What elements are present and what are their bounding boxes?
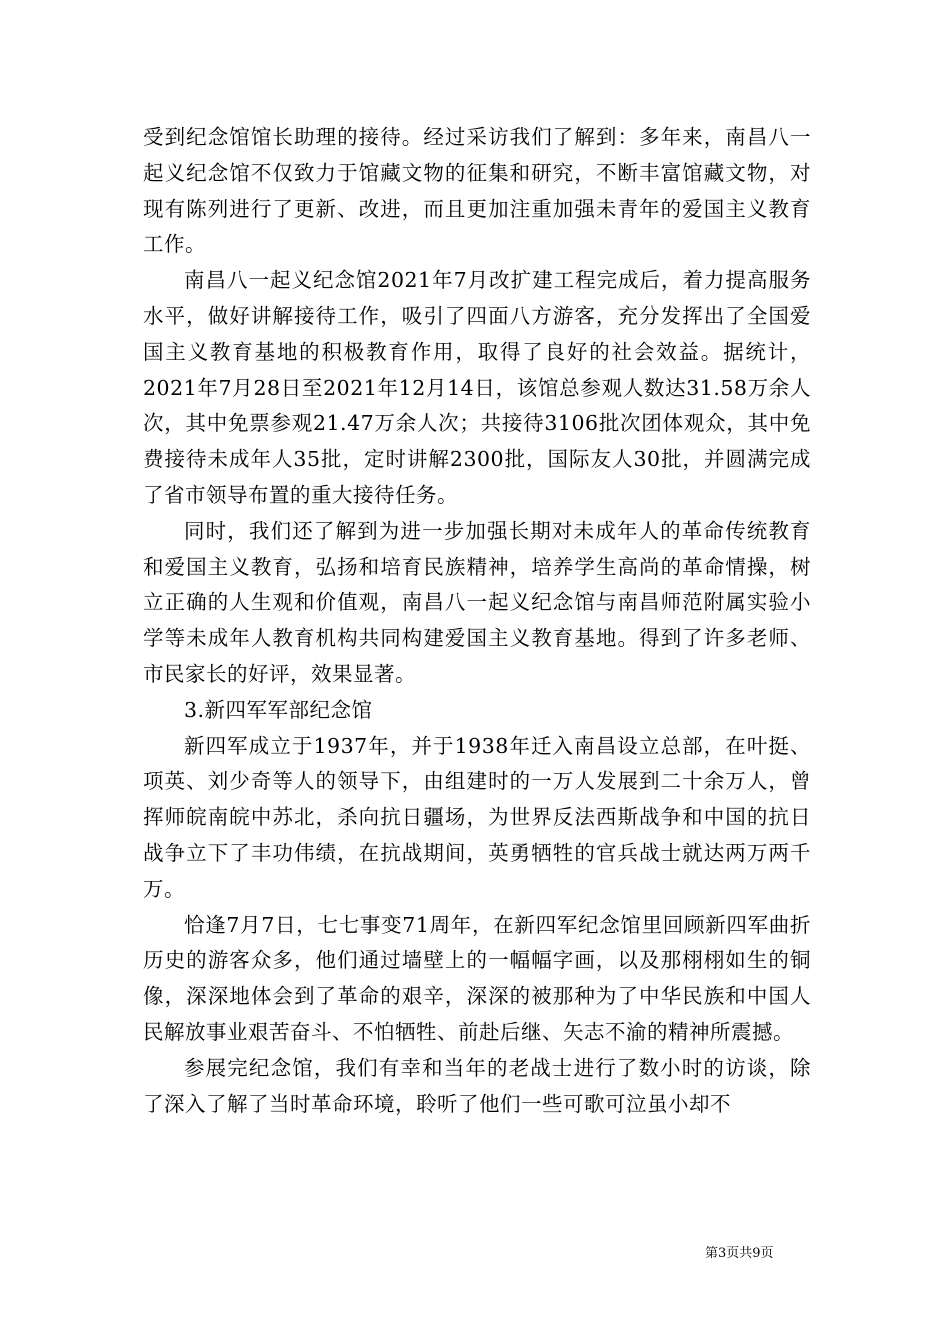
document-body	[143, 120, 811, 1122]
paragraph-4: 新四军成立于1937年，并于1938年迁入南昌设立总部，在叶挺、项英、刘少奇等人的领导下，由组建时的一万人发展到二十余万人，曾挥师皖南皖中苏北，杀向抗日疆场，为世界反法西斯战争和中国的抗日战争立下了丰功伟绩，在抗战期间，英勇牺牲的官兵战士就达两万两千万。	[143, 733, 811, 901]
paragraph-6: 参展完纪念馆，我们有幸和当年的老战士进行了数小时的访谈，除了深入了解了当时革命环境，聆听了他们一些可歌可泣虽小却不	[143, 1055, 811, 1116]
paragraph-5: 恰逢7月7日，七七事变71周年，在新四军纪念馆里回顾新四军曲折历史的游客众多，他们通过墙壁上的一幅幅字画，以及那栩栩如生的铜像，深深地体会到了革命的艰辛，深深的被那种为了中华民族和中国人民解放事业艰苦奋斗、不怕牺牲、前赴后继、矢志不渝的精神所震撼。	[143, 912, 811, 1044]
paragraph-2: 南昌八一起义纪念馆2021年7月改扩建工程完成后，着力提高服务水平，做好讲解接待工作，吸引了四面八方游客，充分发挥出了全国爱国主义教育基地的积极教育作用，取得了良好的社会效益。据统计，2021年7月28日至2021年12月14日，该馆总参观人数达31.58万余人次，其中免票参观21.47万余人次；共接待3106批次团体观众，其中免费接待未成年人35批，定时讲解2300批，国际友人30批，并圆满完成了省市领导布置的重大接待任务。	[143, 268, 811, 507]
paragraph-3: 同时，我们还了解到为进一步加强长期对未成年人的革命传统教育和爱国主义教育，弘扬和培育民族精神，培养学生高尚的革命情操，树立正确的人生观和价值观，南昌八一起义纪念馆与南昌师范附属实验小学等未成年人教育机构共同构建爱国主义教育基地。得到了许多老师、市民家长的好评，效果显著。	[143, 518, 811, 686]
paragraph-1: 受到纪念馆馆长助理的接待。经过采访我们了解到：多年来，南昌八一起义纪念馆不仅致力于馆藏文物的征集和研究，不断丰富馆藏文物，对现有陈列进行了更新、改进，而且更加注重加强未青年的爱国主义教育工作。	[143, 125, 811, 257]
page-number-footer: 第3页共9页	[705, 1246, 774, 1261]
section-heading: 3.新四军军部纪念馆	[184, 697, 373, 722]
